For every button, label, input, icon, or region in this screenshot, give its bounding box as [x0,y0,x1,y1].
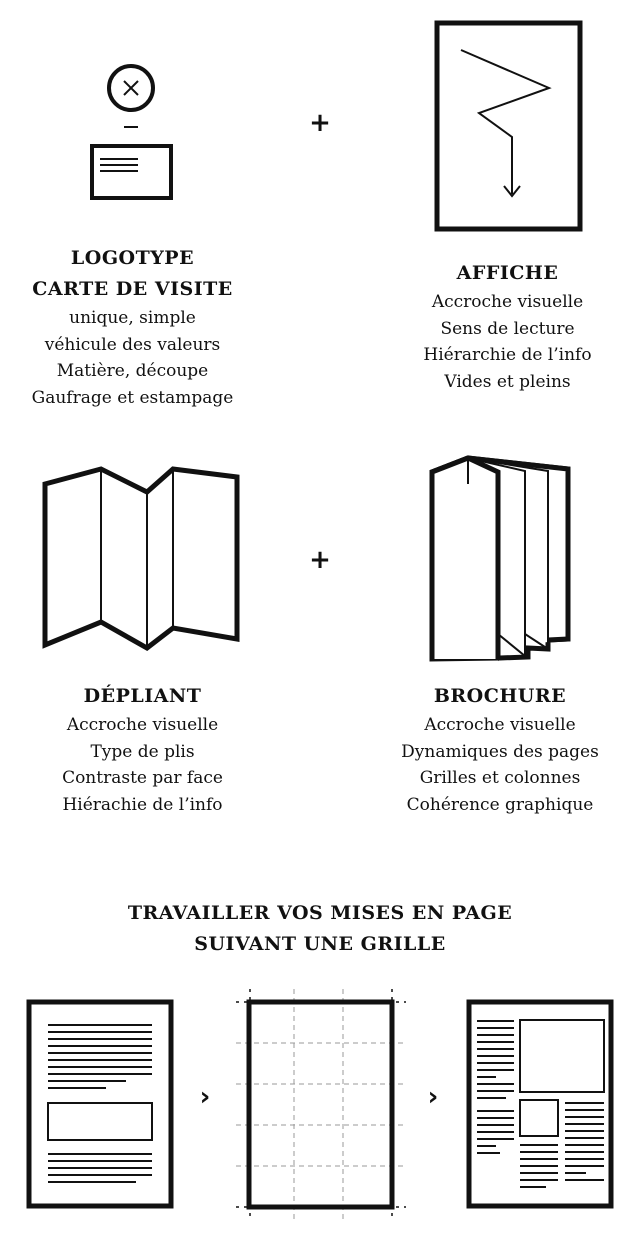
brochure-title: BROCHURE [433,685,567,707]
grid-heading-line1: TRAVAILLER VOS MISES EN PAGE [127,902,513,924]
logotype-line: Gaufrage et estampage [31,387,234,408]
poster-reading-path-icon [434,20,584,234]
affiche-block [380,258,635,395]
final-layout-page-icon [466,999,616,1211]
carte-de-visite-title: CARTE DE VISITE [32,278,233,300]
grid-page-icon [236,989,406,1221]
depliant-line: Type de plis [90,741,195,762]
chevron-right-2: › [427,1082,439,1112]
brochure-block [370,681,630,818]
brochure-line: Cohérence graphique [406,794,594,815]
depliant-line: Hiérachie de l’info [62,794,223,815]
affiche-line: Accroche visuelle [431,292,584,312]
depliant-block [15,681,270,818]
logo-circle-x-icon [100,60,170,140]
affiche-line: Sens de lecture [440,318,575,339]
brochure-line: Accroche visuelle [424,715,576,735]
affiche-line: Hiérarchie de l’info [423,345,592,365]
depliant-line: Contraste par face [62,768,223,788]
depliant-title: DÉPLIANT [83,685,202,707]
logotype-line: véhicule des valeurs [44,334,221,355]
logotype-title: LOGOTYPE [70,247,195,269]
brochure-line: Grilles et colonnes [419,768,581,788]
logotype-line: unique, simple [69,308,196,328]
logotype-line: Matière, découpe [56,361,209,381]
chevron-right-1: › [199,1082,211,1112]
business-card-icon [90,144,174,202]
logotype-block [0,243,265,411]
brochure-pages-icon [428,454,574,666]
grid-heading [0,898,640,960]
grid-heading-line2: SUIVANT UNE GRILLE [194,933,446,955]
affiche-title: AFFICHE [456,262,559,284]
brochure-line: Dynamiques des pages [401,741,599,762]
folded-leaflet-icon [40,464,245,656]
plus-sign-top: + [309,108,331,138]
plus-sign-middle: + [309,545,331,575]
affiche-line: Vides et pleins [444,371,571,392]
depliant-line: Accroche visuelle [66,715,219,735]
text-layout-page-icon [26,999,176,1211]
